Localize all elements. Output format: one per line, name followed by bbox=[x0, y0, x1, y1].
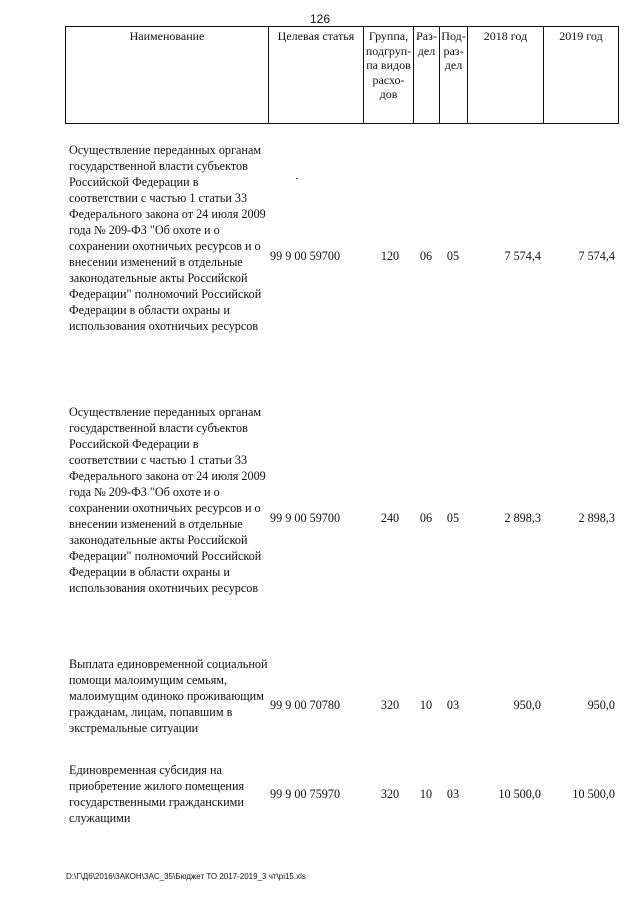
row-expense-group: 320 bbox=[380, 698, 400, 712]
row-amount-2019: 7 574,4 bbox=[578, 249, 615, 263]
header-year-2019: 2019 год bbox=[544, 27, 619, 124]
row-expense-group: 120 bbox=[380, 249, 400, 263]
row-target-article: 99 9 00 59700 bbox=[270, 249, 341, 263]
row-amount-2019: 10 500,0 bbox=[572, 787, 615, 801]
row-target-article: 99 9 00 75970 bbox=[270, 787, 341, 801]
row-amount-2018: 10 500,0 bbox=[498, 787, 541, 801]
row-expense-group: 240 bbox=[380, 511, 400, 525]
table-row bbox=[65, 404, 625, 634]
row-name: Единовременная субсидия на приобретение жилого помещения государственными гражданскими служащими bbox=[69, 763, 245, 825]
row-amount-2018: 2 898,3 bbox=[504, 511, 541, 525]
header-razdel: Раз-дел bbox=[414, 27, 440, 124]
header-expense-group: Группа, подгруп-па видов расхо-дов bbox=[364, 27, 414, 124]
row-amount-2018: 950,0 bbox=[513, 698, 541, 712]
row-name: Осуществление переданных органам государственной власти субъектов Российской Федерации в соответствии с частью 1 статьи 33 Федерального закона от 24 июля 2009 года № 209-ФЗ "Об охоте и о сохранении охотничьих ресурсов и о внесении изменений в отдельные законодательные акты Российской Федерации" полномочий Российской Федерации в области охраны и использования охотничьих ресурсов bbox=[69, 143, 266, 333]
row-podrazdel: 05 bbox=[446, 511, 460, 525]
row-amount-2019: 2 898,3 bbox=[578, 511, 615, 525]
row-target-article: 99 9 00 70780 bbox=[270, 698, 341, 712]
row-razdel: 10 bbox=[419, 698, 433, 712]
row-razdel: 10 bbox=[419, 787, 433, 801]
table-row bbox=[65, 656, 625, 756]
row-podrazdel: 03 bbox=[446, 787, 460, 801]
scan-speck bbox=[296, 178, 298, 179]
header-target-article: Целевая статья bbox=[269, 27, 364, 124]
file-path-footer: D:\Г\Д6\2016\ЗАКОН\ЗАС_35\Бюджет ТО 2017-2019_3 чт\рі15.xls bbox=[66, 872, 306, 881]
table-header bbox=[65, 26, 619, 124]
row-name: Осуществление переданных органам государственной власти субъектов Российской Федерации в соответствии с частью 1 статьи 33 Федерального закона от 24 июля 2009 года № 209-ФЗ "Об охоте и о сохранении охотничьих ресурсов и о внесении изменений в отдельные законодательные акты Российской Федерации" полномочий Российской Федерации в области охраны и использования охотничьих ресурсов bbox=[69, 405, 266, 595]
row-razdel: 06 bbox=[419, 249, 433, 263]
row-podrazdel: 05 bbox=[446, 249, 460, 263]
row-razdel: 06 bbox=[419, 511, 433, 525]
page-number: 126 bbox=[309, 12, 331, 26]
header-name: Наименование bbox=[66, 27, 269, 124]
row-expense-group: 320 bbox=[380, 787, 400, 801]
row-target-article: 99 9 00 59700 bbox=[270, 511, 341, 525]
row-amount-2019: 950,0 bbox=[587, 698, 615, 712]
table-row bbox=[65, 142, 625, 372]
row-podrazdel: 03 bbox=[446, 698, 460, 712]
table-row bbox=[65, 762, 625, 832]
row-amount-2018: 7 574,4 bbox=[504, 249, 541, 263]
header-podrazdel: Под-раз-дел bbox=[440, 27, 468, 124]
header-year-2018: 2018 год bbox=[468, 27, 544, 124]
row-name: Выплата единовременной социальной помощи малоимущим семьям, малоимущим одиноко проживающим гражданам, лицам, попавшим в экстремальные ситуации bbox=[69, 657, 268, 735]
